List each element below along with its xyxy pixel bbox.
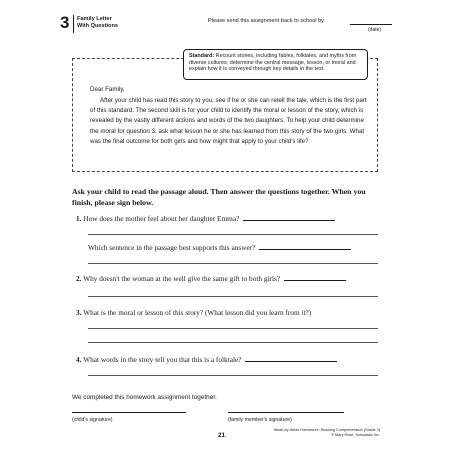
unit-label-line1: Family Letter xyxy=(77,16,112,22)
family-signature-label: (family member's signature) xyxy=(228,417,292,423)
family-signature-line[interactable] xyxy=(228,412,344,413)
question-4-text: What words in the story tell you that this is a folktale? xyxy=(83,355,242,364)
date-blank[interactable] xyxy=(350,24,392,25)
standard-label: Standard: xyxy=(189,53,215,59)
credit-line-2: © Mary Rose, Scholastic Inc. xyxy=(331,432,380,437)
question-4-number: 4. xyxy=(76,355,82,364)
child-signature-line[interactable] xyxy=(72,412,186,413)
question-1b-answer-blank[interactable] xyxy=(259,249,351,250)
send-back-text: Please send this assignment back to school by xyxy=(208,18,324,24)
question-3-number: 3. xyxy=(76,308,82,317)
unit-label xyxy=(77,16,147,30)
credit-line xyxy=(274,428,380,438)
question-1-text: How does the mother feel about her daughter Emma? xyxy=(83,214,240,223)
answer-line[interactable] xyxy=(88,328,378,329)
question-1-number: 1. xyxy=(76,214,82,223)
answer-line[interactable] xyxy=(88,234,378,235)
question-2 xyxy=(76,274,346,283)
unit-label-line2: With Questions xyxy=(77,23,118,29)
unit-divider xyxy=(73,15,74,33)
answer-line[interactable] xyxy=(88,342,378,343)
question-4-answer-blank[interactable] xyxy=(245,361,337,362)
unit-number: 3 xyxy=(60,13,70,32)
question-1b xyxy=(88,243,351,252)
child-signature-label: (child's signature) xyxy=(72,417,113,423)
instructions: Ask your child to read the passage aloud. Then answer the questions together. When you finish, please sign below. xyxy=(72,187,366,207)
standard-box xyxy=(183,49,368,80)
credit-line-1: Week-by-Week Homework: Reading Comprehension (Grade 3) xyxy=(273,428,380,432)
question-1 xyxy=(76,214,335,223)
question-1-answer-blank[interactable] xyxy=(243,220,335,221)
question-3-text: What is the moral or lesson of this story? (What lesson did you learn from it?) xyxy=(83,308,312,317)
standard-text: Recount stories, including fables, folktales, and myths from diverse cultures; determine the central message, lesson, or moral and explain how it is conveyed through key details in the text. xyxy=(189,53,357,73)
answer-line[interactable] xyxy=(88,375,378,376)
question-3 xyxy=(76,308,311,317)
page-header xyxy=(60,14,392,36)
letter-body: After your child has read this story to you, see if he or she can retell the tale, which is the first part of this standard. The second skill is for your child to identify the moral or lesson of the story, which is revealed by the vastly different actions and words of the two daughters. To help your child determine the moral for question 3, ask what lesson he or she has learned from this story of the two girls. What was the final outcome for both girls and how might that apply to your child's life? xyxy=(90,97,367,145)
letter-greeting: Dear Family, xyxy=(90,86,125,93)
date-label: (date) xyxy=(368,27,382,33)
question-1b-text: Which sentence in the passage best supports this answer? xyxy=(88,243,256,252)
answer-line[interactable] xyxy=(88,263,378,264)
answer-line[interactable] xyxy=(88,296,378,297)
question-2-answer-blank[interactable] xyxy=(284,280,346,281)
question-4 xyxy=(76,355,337,364)
completed-statement: We completed this homework assignment together. xyxy=(72,394,217,401)
page-number: 21 xyxy=(218,432,226,439)
question-2-number: 2. xyxy=(76,274,82,283)
question-2-text: Why doesn't the woman at the well give the same gift to both girls? xyxy=(83,274,281,283)
